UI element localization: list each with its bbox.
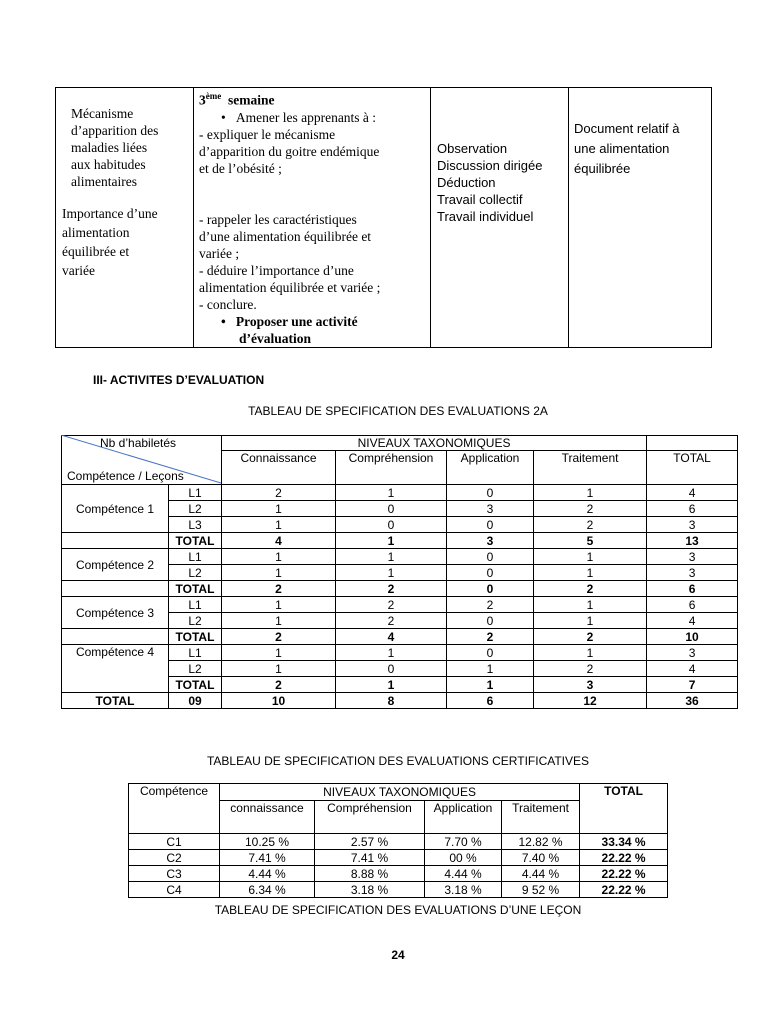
value-cell: 3.18 % (315, 882, 425, 898)
table-row (62, 549, 738, 565)
empty-cell (62, 581, 169, 597)
value-cell: 6 (447, 693, 534, 709)
value-cell: 4.44 % (425, 866, 502, 882)
value-cell: 2 (447, 597, 534, 613)
value-cell: 0 (447, 645, 534, 661)
value-cell: 7.70 % (425, 834, 502, 850)
text-line: alimentation (62, 225, 130, 240)
value-cell: 6 (647, 597, 738, 613)
bullet-icon: • (221, 313, 226, 329)
competence-cell: Compétence 1 (62, 485, 169, 533)
text-line: Mécanisme (71, 106, 134, 121)
value-cell: 6 (647, 501, 738, 517)
value-cell: 7.41 % (315, 850, 425, 866)
lesson-cell: TOTAL (169, 629, 222, 645)
lesson-cell: L1 (169, 645, 222, 661)
value-cell: 1 (222, 645, 336, 661)
page-number: 24 (391, 948, 405, 962)
lesson-cell: L2 (169, 501, 222, 517)
text-line: une alimentation (574, 141, 670, 156)
value-cell: 12 (534, 693, 647, 709)
competence-cell: Compétence 3 (62, 597, 169, 629)
lesson-cell: TOTAL (169, 581, 222, 597)
value-cell: 1 (222, 549, 336, 565)
subtotal-row (62, 629, 738, 645)
value-cell: 9 52 % (502, 882, 580, 898)
competence-header: Compétence (129, 784, 220, 834)
text-line: Travail individuel (437, 209, 534, 224)
value-cell: 1 (222, 597, 336, 613)
col-header: connaissance (220, 801, 315, 834)
value-cell: 12.82 % (502, 834, 580, 850)
lesson-table (55, 87, 712, 348)
value-cell: 2 (222, 629, 336, 645)
col-header: Connaissance (222, 451, 336, 485)
empty-header-cell (647, 436, 738, 451)
competence-cell: Compétence 2 (62, 549, 169, 581)
subtotal-row (62, 533, 738, 549)
value-cell: 10 (222, 693, 336, 709)
text-line: - déduire l’importance d’une (199, 262, 354, 278)
value-cell: 2 (222, 485, 336, 501)
value-cell: 2 (336, 613, 447, 629)
value-cell: 1 (336, 645, 447, 661)
text-line: Discussion dirigée (437, 158, 543, 173)
value-cell: 4 (222, 533, 336, 549)
text-line: - rappeler les caractéristiques (199, 211, 357, 227)
bullet-item (199, 109, 430, 126)
value-cell: 00 % (425, 850, 502, 866)
total-cell: 22.22 % (580, 850, 668, 866)
text-line: Travail collectif (437, 192, 523, 207)
bullet-icon: • (221, 109, 226, 125)
text-line: et de l’obésité ; (199, 160, 282, 176)
corner-bottom-label: Compétence / Leçons (67, 469, 184, 483)
subtotal-row (62, 581, 738, 597)
table-row (129, 850, 668, 866)
lesson-cell: L2 (169, 661, 222, 677)
total-cell: 22.22 % (580, 866, 668, 882)
empty-cell (62, 629, 169, 645)
col-header: Traitement (534, 451, 647, 485)
value-cell: 3 (647, 565, 738, 581)
text-line: variée (62, 263, 95, 278)
value-cell: 0 (447, 485, 534, 501)
value-cell: 1 (336, 565, 447, 581)
text-line: Déduction (437, 175, 496, 190)
text-line: Observation (437, 141, 508, 156)
lesson-col-activities (194, 88, 431, 348)
value-cell: 8.88 % (315, 866, 425, 882)
value-cell: 0 (447, 549, 534, 565)
value-cell: 10 (647, 629, 738, 645)
total-header: TOTAL (580, 784, 668, 834)
corner-header-cell (62, 436, 222, 485)
value-cell: 1 (222, 565, 336, 581)
lesson-cell: 09 (169, 693, 222, 709)
value-cell: 2 (534, 661, 647, 677)
text-line: maladies liées (71, 140, 148, 155)
value-cell: 6 (647, 581, 738, 597)
text-line: d’apparition des (71, 123, 159, 138)
value-cell: 2 (534, 501, 647, 517)
value-cell: 1 (336, 677, 447, 693)
col-header: Compréhension (315, 801, 425, 834)
value-cell: 36 (647, 693, 738, 709)
lesson-cell: L1 (169, 549, 222, 565)
text-line: Importance d’une (62, 206, 158, 221)
content-block-1 (56, 88, 193, 190)
value-cell: 1 (222, 517, 336, 533)
competence-cell: Compétence 4 (62, 645, 169, 693)
value-cell: 4 (647, 661, 738, 677)
table-row (62, 645, 738, 661)
value-cell: 4.44 % (502, 866, 580, 882)
text-line: équilibrée et (62, 244, 130, 259)
text-line: - conclure. (199, 296, 257, 312)
text-line: d’évaluation (239, 330, 312, 346)
lesson-col-methods (431, 88, 569, 348)
lesson-col-materials (569, 88, 712, 348)
value-cell: 3 (647, 517, 738, 533)
table-cert-caption: TABLEAU DE SPECIFICATION DES EVALUATIONS CERTIFICATIVES (206, 754, 590, 768)
table-row (129, 882, 668, 898)
empty-cell (62, 533, 169, 549)
text-line: alimentation équilibrée et variée ; (199, 279, 381, 295)
text-line: Amener les apprenants à : (235, 109, 377, 125)
value-cell: 4 (647, 613, 738, 629)
value-cell: 1 (534, 565, 647, 581)
spec-table-cert (128, 783, 668, 898)
value-cell: 0 (447, 581, 534, 597)
value-cell: 1 (336, 485, 447, 501)
materials-block (569, 88, 711, 179)
value-cell: 3 (447, 501, 534, 517)
value-cell: 0 (447, 613, 534, 629)
total-cell: 22.22 % (580, 882, 668, 898)
value-cell: 5 (534, 533, 647, 549)
value-cell: 0 (447, 565, 534, 581)
value-cell: 3 (647, 645, 738, 661)
col-header: Traitement (502, 801, 580, 834)
spec-table-2a (61, 435, 738, 709)
text-line: Document relatif à (574, 121, 680, 136)
value-cell: 4 (647, 485, 738, 501)
week-word: semaine (228, 92, 275, 108)
table-2a-caption: TABLEAU DE SPECIFICATION DES EVALUATIONS 2A (248, 404, 548, 418)
table-lecon-caption: TABLEAU DE SPECIFICATION DES EVALUATIONS D’UNE LEÇON (214, 903, 582, 917)
value-cell: 1 (534, 645, 647, 661)
grand-total-label: TOTAL (62, 693, 169, 709)
col-header: Compréhension (336, 451, 447, 485)
value-cell: 1 (336, 549, 447, 565)
lesson-cell: TOTAL (169, 533, 222, 549)
value-cell: 3 (447, 533, 534, 549)
content-block-2 (56, 190, 193, 280)
value-cell: 10.25 % (220, 834, 315, 850)
table-row (129, 834, 668, 850)
value-cell: 13 (647, 533, 738, 549)
competence-cell: C2 (129, 850, 220, 866)
lesson-cell: L2 (169, 565, 222, 581)
corner-top-label: Nb d’habiletés (100, 436, 177, 450)
value-cell: 0 (447, 517, 534, 533)
value-cell: 0 (336, 501, 447, 517)
lesson-cell: L3 (169, 517, 222, 533)
competence-cell: C1 (129, 834, 220, 850)
value-cell: 4.44 % (220, 866, 315, 882)
col-header: Application (447, 451, 534, 485)
week-heading (199, 88, 430, 109)
col-header: Application (425, 801, 502, 834)
value-cell: 1 (534, 613, 647, 629)
table-row (129, 866, 668, 882)
value-cell: 1 (336, 533, 447, 549)
value-cell: 1 (447, 661, 534, 677)
value-cell: 2 (336, 581, 447, 597)
value-cell: 3 (647, 549, 738, 565)
value-cell: 7.41 % (220, 850, 315, 866)
value-cell: 2 (222, 677, 336, 693)
lesson-cell: L1 (169, 597, 222, 613)
value-cell: 2.57 % (315, 834, 425, 850)
value-cell: 2 (447, 629, 534, 645)
value-cell: 6.34 % (220, 882, 315, 898)
value-cell: 1 (534, 597, 647, 613)
text-line: - expliquer le mécanisme (199, 126, 336, 142)
value-cell: 1 (447, 677, 534, 693)
value-cell: 0 (336, 517, 447, 533)
competence-cell: C3 (129, 866, 220, 882)
group-header: NIVEAUX TAXONOMIQUES (222, 436, 647, 451)
value-cell: 1 (222, 613, 336, 629)
value-cell: 2 (534, 517, 647, 533)
section-title: III- ACTIVITES D’EVALUATION (93, 373, 265, 387)
lesson-cell: L1 (169, 485, 222, 501)
value-cell: 2 (534, 581, 647, 597)
value-cell: 0 (336, 661, 447, 677)
value-cell: 1 (222, 661, 336, 677)
week-sup: ème (205, 91, 222, 101)
text-line: aux habitudes (71, 157, 146, 172)
methods-block (431, 88, 568, 225)
value-cell: 2 (534, 629, 647, 645)
value-cell: 7 (647, 677, 738, 693)
grand-total-row (62, 693, 738, 709)
value-cell: 1 (534, 549, 647, 565)
total-cell: 33.34 % (580, 834, 668, 850)
lesson-cell: TOTAL (169, 677, 222, 693)
value-cell: 7.40 % (502, 850, 580, 866)
text-line: équilibrée (574, 161, 631, 176)
value-cell: 3.18 % (425, 882, 502, 898)
text-line: alimentaires (71, 174, 137, 189)
competence-cell: C4 (129, 882, 220, 898)
activities-block (194, 88, 430, 347)
text-line: variée ; (199, 245, 240, 261)
value-cell: 8 (336, 693, 447, 709)
lesson-cell: L2 (169, 613, 222, 629)
value-cell: 3 (534, 677, 647, 693)
text-line: d’apparition du goitre endémique (199, 143, 380, 159)
lesson-col-content (56, 88, 194, 348)
bullet-item (199, 313, 430, 330)
col-header: TOTAL (647, 451, 738, 485)
group-header: NIVEAUX TAXONOMIQUES (220, 784, 580, 801)
value-cell: 4 (336, 629, 447, 645)
value-cell: 2 (222, 581, 336, 597)
text-line: d’une alimentation équilibrée et (199, 228, 372, 244)
week-number: 3 (199, 92, 206, 108)
value-cell: 2 (336, 597, 447, 613)
value-cell: 1 (534, 485, 647, 501)
value-cell: 1 (222, 501, 336, 517)
text-line: Proposer une activité (235, 313, 358, 329)
table-row (62, 597, 738, 613)
